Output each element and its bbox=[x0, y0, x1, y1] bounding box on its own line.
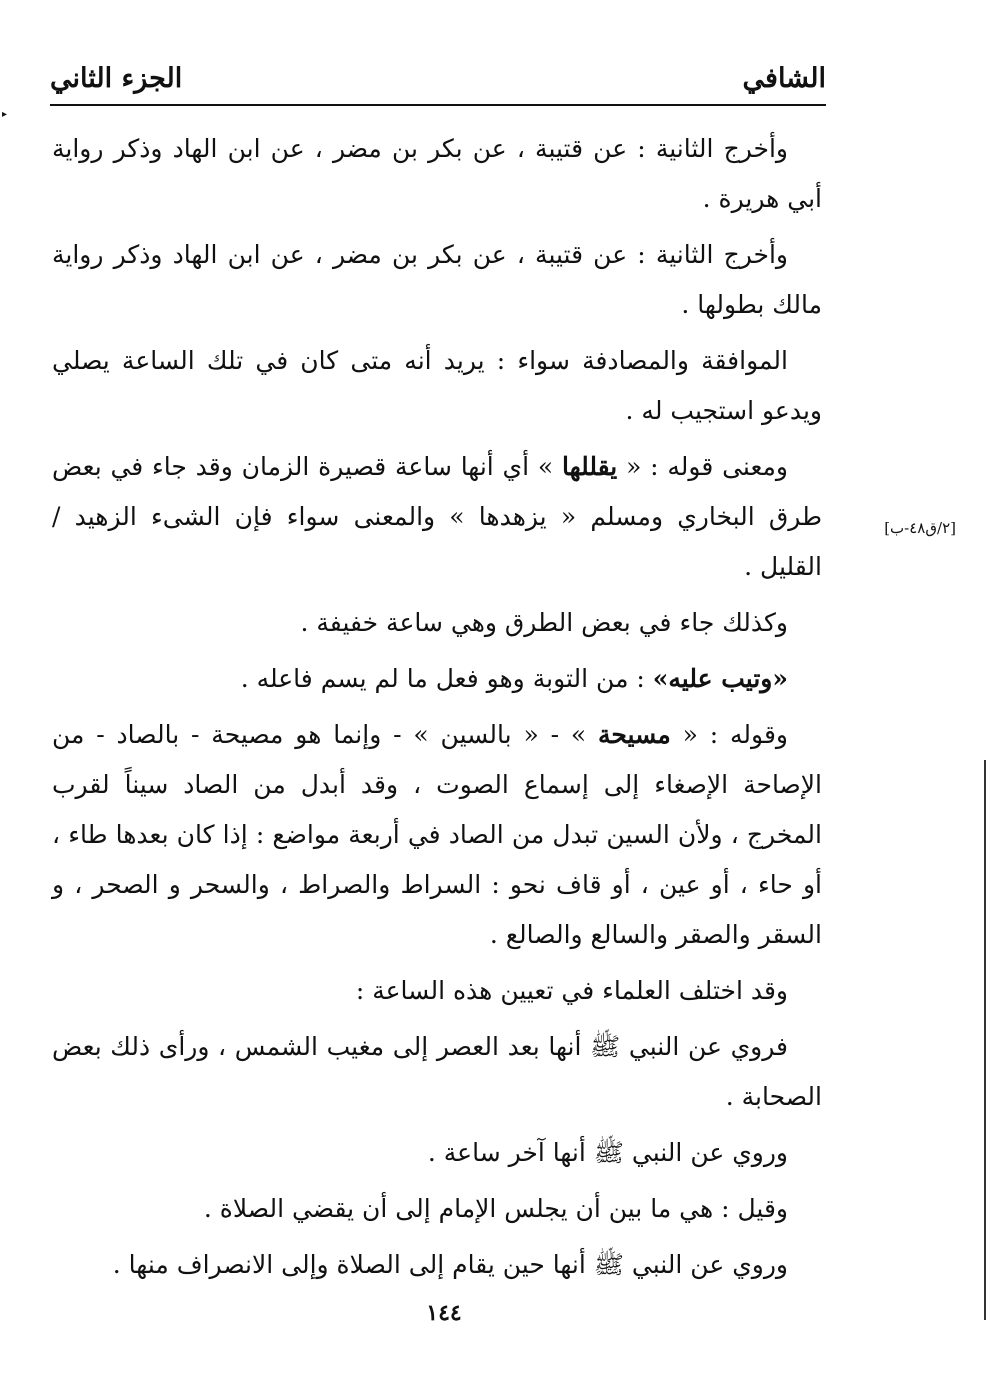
quoted-word-musiha: مسيحة bbox=[598, 720, 671, 749]
book-title: الشافي bbox=[742, 62, 826, 94]
paragraph-11: وقيل : هي ما بين أن يجلس الإمام إلى أن يقضي الصلاة . bbox=[203, 1194, 788, 1223]
paragraph-7 bbox=[52, 710, 822, 960]
paragraph-4 bbox=[52, 442, 822, 592]
page-header bbox=[50, 52, 826, 104]
paragraph-1: وأخرج الثانية : عن قتيبة ، عن بكر بن مضر ، عن ابن الهاد وذكر رواية أبي هريرة . bbox=[52, 134, 822, 213]
quoted-phrase-wa-tiba-alayhi: «وتيب عليه» bbox=[652, 664, 788, 693]
quoted-word-yuqalliluha: يقللها bbox=[561, 452, 618, 481]
paragraph-7-lead: وقوله : « bbox=[670, 720, 788, 749]
scan-mark-icon: ▸ bbox=[2, 109, 8, 120]
scan-edge-line bbox=[984, 760, 986, 1320]
paragraph-2: وأخرج الثانية : عن قتيبة ، عن بكر بن مضر ، عن ابن الهاد وذكر رواية مالك بطولها . bbox=[52, 240, 822, 319]
page-number: ١٤٤ bbox=[426, 1300, 462, 1326]
manuscript-folio-note: [٢/ق٤٨-ب] bbox=[884, 519, 956, 537]
paragraph-8: وقد اختلف العلماء في تعيين هذه الساعة : bbox=[355, 976, 788, 1005]
page-body bbox=[52, 124, 822, 1290]
volume-label: الجزء الثاني bbox=[50, 62, 183, 94]
paragraph-5: وكذلك جاء في بعض الطرق وهي ساعة خفيفة . bbox=[300, 608, 788, 637]
paragraph-6-rest: : من التوبة وهو فعل ما لم يسم فاعله . bbox=[240, 664, 653, 693]
header-divider bbox=[50, 104, 826, 106]
paragraph-4-lead: ومعنى قوله : « bbox=[617, 452, 788, 481]
paragraph-12: وروي عن النبي ﷺ أنها حين يقام إلى الصلاة وإلى الانصراف منها . bbox=[112, 1250, 788, 1279]
paragraph-7-rest: » - « بالسين » - وإنما هو مصيحة - بالصاد - من الإصاحة الإصغاء إلى إسماع الصوت ، وقد أبدل من الصاد سيناً لقرب المخرج ، ولأن السين تبدل من الصاد في أربعة مواضع : إذا كان بعدها طاء ، أو حاء ، أو عين ، أو قاف نحو : السراط والصراط ، والسحر و الصحر ، و السقر والصقر والسالع والصالع . bbox=[52, 720, 822, 949]
paragraph-9: فروي عن النبي ﷺ أنها بعد العصر إلى مغيب الشمس ، ورأى ذلك بعض الصحابة . bbox=[52, 1032, 822, 1111]
paragraph-4-rest: » أي أنها ساعة قصيرة الزمان وقد جاء في بعض طرق البخاري ومسلم « يزهدها » والمعنى سواء فإن الشىء الزهيد / القليل . bbox=[52, 452, 822, 581]
paragraph-10: وروي عن النبي ﷺ أنها آخر ساعة . bbox=[427, 1138, 788, 1167]
paragraph-6 bbox=[52, 654, 822, 704]
paragraph-3: الموافقة والمصادفة سواء : يريد أنه متى كان في تلك الساعة يصلي ويدعو استجيب له . bbox=[52, 346, 822, 425]
